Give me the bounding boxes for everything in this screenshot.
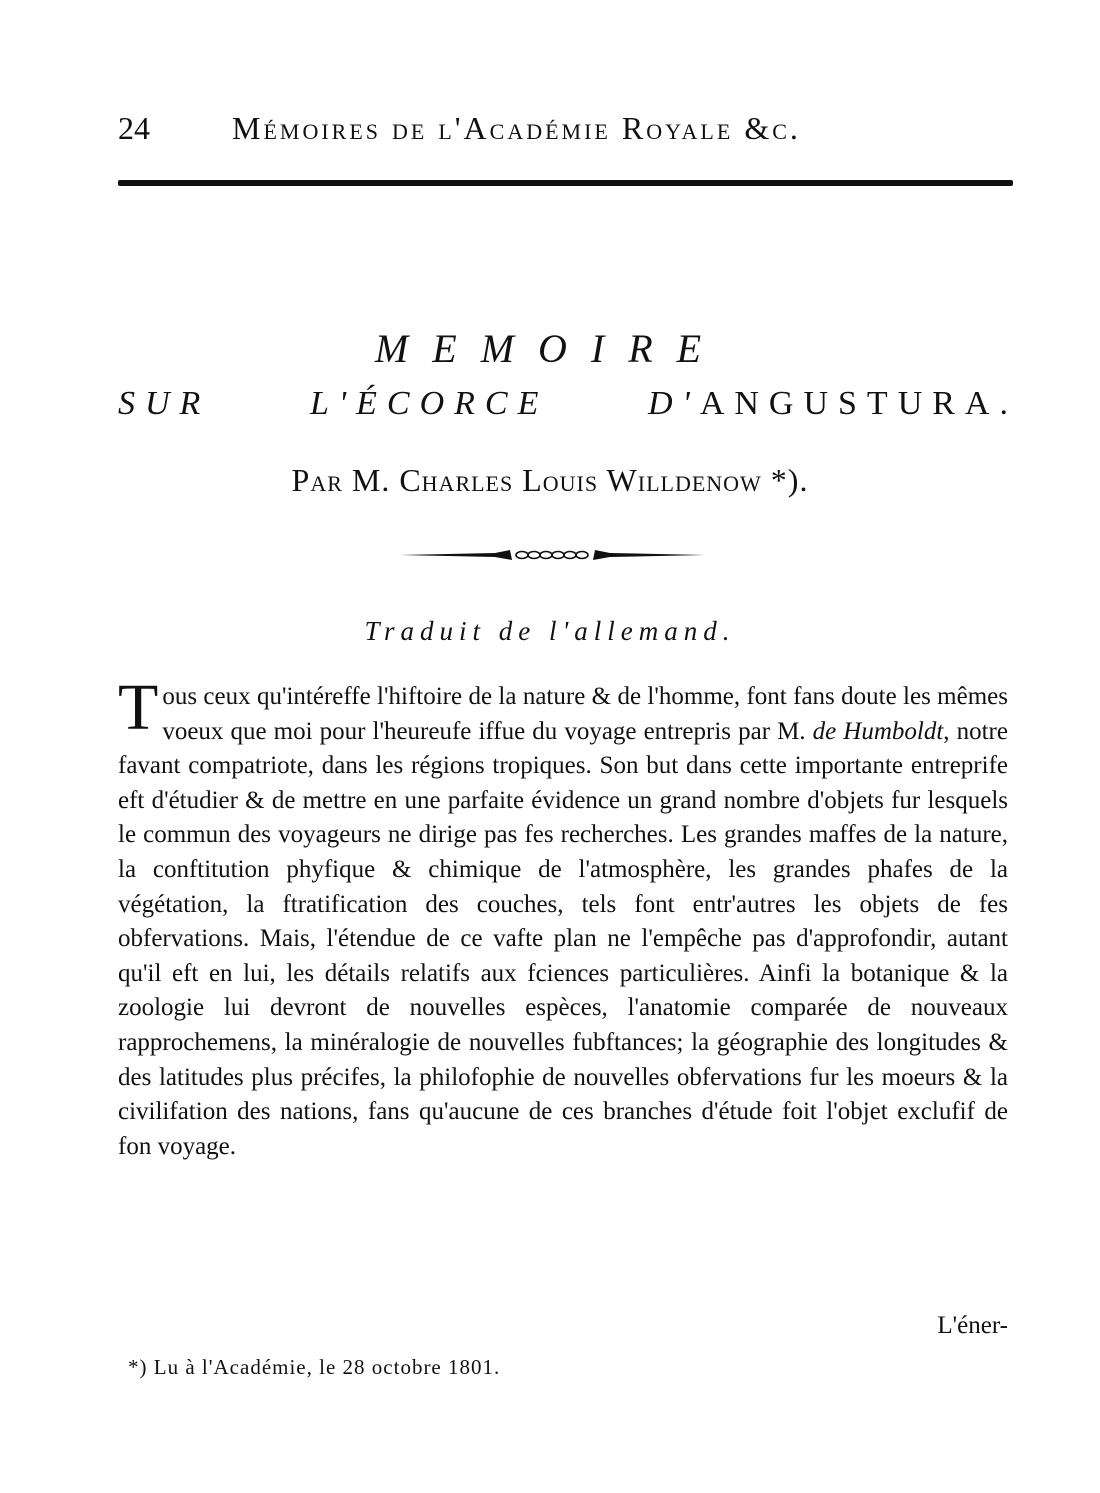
header-rule <box>118 180 1013 186</box>
catchword: L'éner- <box>937 1312 1008 1339</box>
running-head <box>118 110 1013 150</box>
subtitle-italic-part: SUR L'ÉCORCE D' <box>118 385 700 422</box>
body-text-part-1: ous ceux qu'intéreffe l'hiftoire de la nature & de l'homme, font fans doute les mêmes voeux que moi pour l'heureufe iffue du voyage entrepris par M. <box>162 683 1008 745</box>
page-number: 24 <box>118 110 150 146</box>
memoir-title: MEMOIRE <box>374 326 726 371</box>
translated-note: Traduit de l'allemand. <box>364 616 736 646</box>
running-title: Mémoires de l'Académie Royale &c. <box>232 110 801 146</box>
author-line: Par M. Charles Louis Willdenow *). <box>291 462 809 498</box>
ornament-divider-icon <box>400 544 705 566</box>
person-name: de Humboldt <box>812 717 944 745</box>
drop-cap: T <box>118 671 159 744</box>
memoir-subtitle <box>118 385 1018 423</box>
footnote: *) Lu à l'Académie, le 28 octobre 1801. <box>128 1355 501 1379</box>
body-paragraph <box>118 671 1008 1164</box>
subtitle-roman-part: ANGUSTURA. <box>699 385 1018 422</box>
body-text-part-2: , notre favant compatriote, dans les régions tropiques. Son but dans cette importante entreprife eft d'étudier & de mettre en une parfaite évidence un grand nombre d'objets fur lesquels le commun des voyageurs ne dirige pas fes recherches. Les grandes maffes de la nature, la conftitution phyfique & chimique de l'atmosphère, les grandes phafes de la végétation, la ftratification des couches, tels font entr'autres les objets de fes obfervations. Mais, l'étendue de ce vafte plan ne l'empêche pas d'approfondir, autant qu'il eft en lui, les détails relatifs aux fciences particulières. Ainfi la botanique & la zoologie lui devront de nouvelles espèces, l'anatomie comparée de nouveaux rapprochemens, la minéralogie de nouvelles fubftances; la géographie des longitudes & des latitudes plus précifes, la philofophie de nouvelles obfervations fur les moeurs & la civilifation des nations, fans qu'aucune de ces branches d'étude foit l'objet exclufif de fon voyage. <box>118 717 1008 1160</box>
